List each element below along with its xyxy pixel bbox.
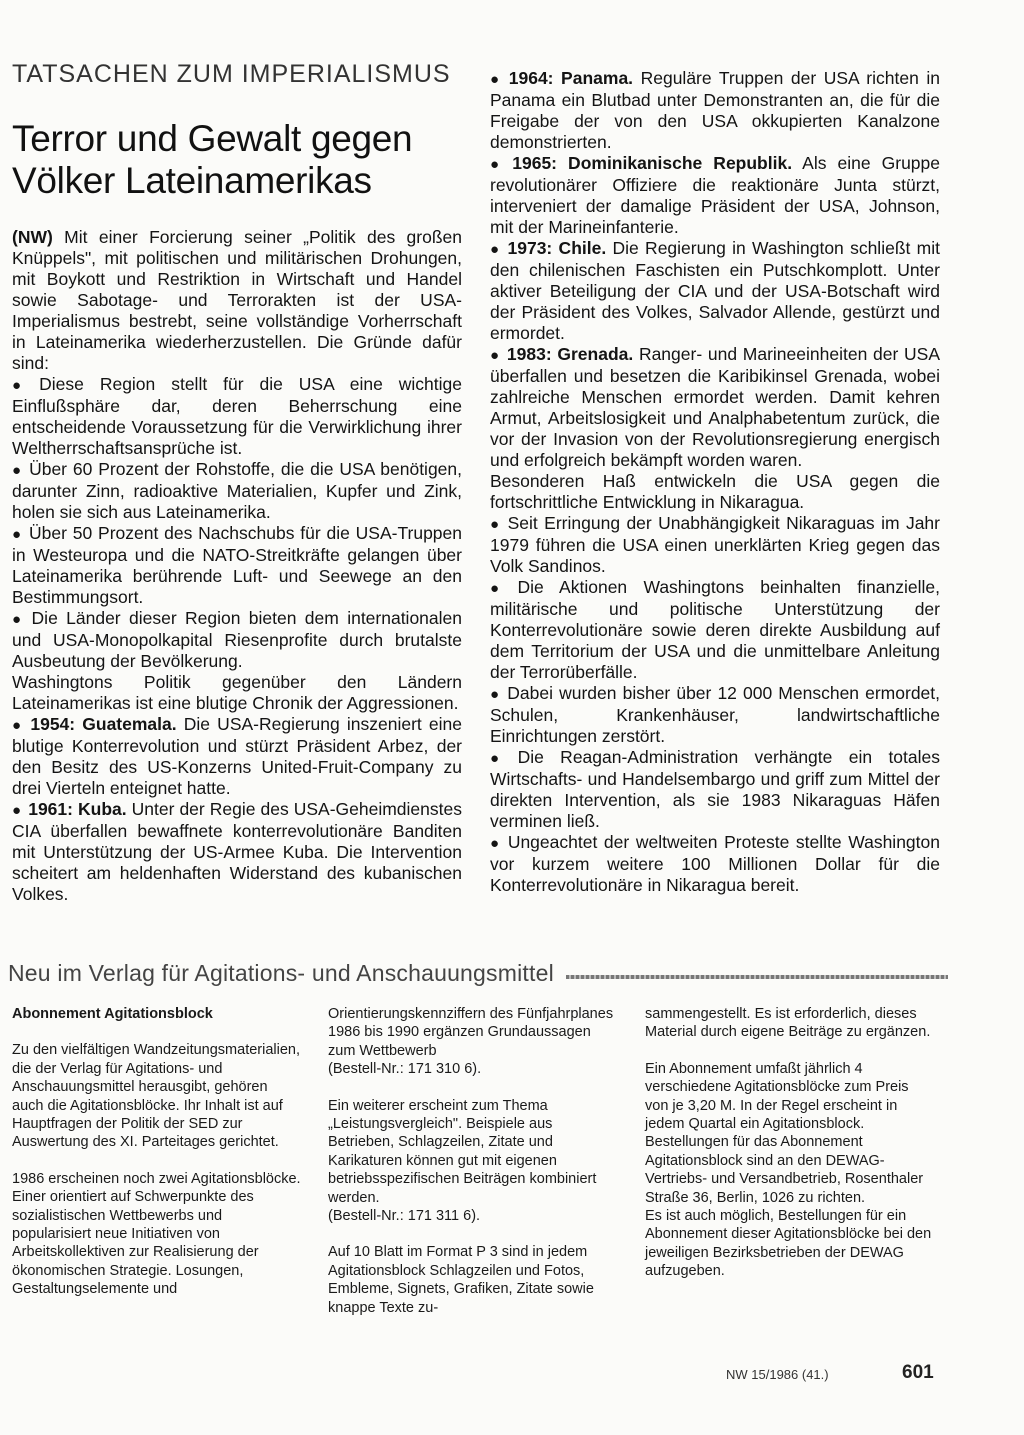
bullet-nachschub: ● Über 50 Prozent des Nachschubs für die USA-Truppen in Westeuropa und die NATO-Streitkräfte gelangen über Lateinamerika berührende Luft- und Seewege an den Bestimmungsort. [12, 523, 462, 608]
bullet-profite: ● Die Länder dieser Region bieten dem internationalen und USA-Monopolkapital Riesenprofite durch brutalste Ausbeutung der Bevölkerung. [12, 608, 462, 672]
event-1983 [490, 344, 940, 471]
page-number: 601 [902, 1362, 934, 1383]
bullet-region: ● Diese Region stellt für die USA eine wichtige Einflußsphäre dar, deren Beherrschung eine entscheidende Voraussetzung für die Verwirklichung ihrer Weltherrschaftsansprüche ist. [12, 374, 462, 459]
event-1964-text: Reguläre Truppen der USA richten in Panama ein Blutbad unter Demonstranten an, die für die Freigabe der von den USA okkupierten Kanalzone demonstrierten. [490, 68, 940, 152]
event-1954-label: 1954: Guatemala. [30, 714, 177, 734]
nikaragua-paragraph: Besonderen Haß entwickeln die USA gegen die fortschrittliche Entwicklung in Nikaragua. [490, 471, 940, 512]
bullet-krieg: ● Seit Erringung der Unabhängigkeit Nikaraguas im Jahr 1979 führen die USA einen unerklärten Krieg gegen das Volk Sandinos. [490, 513, 940, 577]
intro-paragraph [12, 227, 462, 374]
chronik-paragraph: Washingtons Politik gegenüber den Ländern Lateinamerikas ist eine blutige Chronik der Aggressionen. [12, 672, 462, 713]
publisher-paragraph-3: Orientierungskennziffern des Fünfjahrplanes 1986 bis 1990 ergänzen Grundaussagen zum Wettbewerb [328, 1006, 614, 1059]
event-1964 [490, 68, 940, 153]
article-kicker: TATSACHEN ZUM IMPERIALISMUS [12, 60, 451, 88]
publisher-order-2: (Bestell-Nr.: 171 311 6). [328, 1208, 481, 1225]
footer-issue: NW 15/1986 (41.) [726, 1367, 829, 1382]
event-1961-label: 1961: Kuba. [28, 799, 127, 819]
publisher-paragraph-5: Auf 10 Blatt im Format P 3 sind in jedem Agitationsblock Schlagzeilen und Fotos, Embleme, Signets, Grafiken, Zitate sowie knappe Texte zu- [328, 1244, 594, 1316]
event-1954-text: Die USA-Regierung inszeniert eine blutige Konterrevolution und stürzt Präsident Arbez, der den Besitz des US-Konzerns United-Fruit-Company zu drei Vierteln enteignet hatte. [12, 714, 463, 798]
publisher-section-title: Neu im Verlag für Agitations- und Anschauungsmittel [8, 959, 554, 986]
publisher-column-1 [12, 1005, 302, 1317]
publisher-paragraph-7: Ein Abonnement umfaßt jährlich 4 verschiedene Agitationsblöcke zum Preis von je 3,20 M. In der Regel erscheint in jedem Quartal ein Agitationsblock. Bestellungen für das Abonnement Agitationsblock sind an den DEWAG-Vertriebs- und Versandbetrieb, Rosenthaler Straße 36, Berlin, 1026 zu richten. [645, 1060, 924, 1206]
intro-text: Mit einer Forcierung seiner „Politik des großen Knüppels", mit politischen und militärischen Drohungen, mit Boykott und Restriktion in Wirtschaft und Handel sowie Sabotage- und Terrorakten ist der USA-Imperialismus bestrebt, seine vollständige Vorherrschaft in Lateinamerika wiederherzustellen. Die Gründe dafür sind: [12, 227, 462, 373]
publisher-paragraph-4: Ein weiterer erscheint zum Thema „Leistungsvergleich". Beispiele aus Betrieben, Schlagzeilen, Zitate und Karikaturen können gut mit eigenen betriebsspezifischen Beiträgen kombiniert werden. [328, 1097, 597, 1206]
article-column-1 [12, 227, 462, 905]
bullet-dollar: ● Ungeachtet der weltweiten Proteste stellte Washington vor kurzem weitere 100 Millionen Dollar für die Konterrevolutionäre in Nikaragua bereit. [490, 832, 940, 896]
event-1954 [12, 714, 462, 799]
bullet-rohstoffe: ● Über 60 Prozent der Rohstoffe, die die USA benötigen, darunter Zinn, radioaktive Materialien, Kupfer und Zink, holen sie sich aus Lateinamerika. [12, 459, 462, 523]
article-headline [12, 118, 462, 202]
event-1973 [490, 238, 940, 344]
event-1961-text: Unter der Regie des USA-Geheimdienstes CIA überfallen bewaffnete konterrevolutionäre Banditen mit Unterstützung der US-Armee Kuba. Die Intervention scheitert am heldenhaften Widerstand des kubanischen Volkes. [12, 799, 462, 904]
event-1973-text: Die Regierung in Washington schließt mit den chilenischen Faschisten ein Putschkomplott. Unter aktiver Beteiligung der CIA und der USA-Botschaft wird der Präsident des Volkes, Salvador Allende, gestürzt und ermordet. [490, 238, 940, 343]
event-1973-label: 1973: Chile. [507, 238, 607, 258]
headline-line-2: Völker Lateinamerikas [12, 160, 372, 201]
publisher-subhead: Abonnement Agitationsblock [12, 1006, 213, 1022]
event-1965-text: Als eine Gruppe revolutionärer Offiziere die reaktionäre Junta stürzt, interveniert der damalige Präsident der USA, Johnson, mit der Marineinfanterie. [490, 153, 940, 237]
publisher-column-3 [645, 1005, 935, 1299]
section-rule [566, 975, 948, 979]
event-1983-label: 1983: Grenada. [506, 344, 634, 364]
event-1965-label: 1965: Dominikanische Republik. [512, 153, 793, 173]
publisher-order-1: (Bestell-Nr.: 171 310 6). [328, 1061, 482, 1078]
event-1961 [12, 799, 462, 905]
publisher-column-2 [328, 1005, 618, 1335]
bullet-opfer: ● Dabei wurden bisher über 12 000 Menschen ermordet, Schulen, Krankenhäuser, landwirtschaftliche Einrichtungen zerstört. [490, 683, 940, 747]
publisher-section-header [8, 958, 948, 988]
bullet-aktionen: ● Die Aktionen Washingtons beinhalten finanzielle, militärische und politische Unterstützung der Konterrevolutionäre sowie deren direkte Ausbildung auf dem Territorium der USA und die unmittelbare Anleitung der Terrorüberfälle. [490, 577, 940, 683]
event-1983-text: Ranger- und Marineeinheiten der USA überfallen und besetzen die Karibikinsel Grenada, wobei zahlreiche Menschen ermordet werden. Damit kehren Armut, Arbeitslosigkeit und Analphabetentum zurück, die vor der Invasion von der Revolutionsregierung energisch und erfolgreich bekämpft worden waren. [490, 344, 940, 470]
publisher-paragraph-2: 1986 erscheinen noch zwei Agitationsblöcke. Einer orientiert auf Schwerpunkte des sozialistischen Wettbewerbs und popularisiert neue Initiativen von Arbeitskollektiven zur Realisierung der ökonomischen Strategie. Losungen, Gestaltungselemente und [12, 1170, 301, 1298]
event-1965 [490, 153, 940, 238]
publisher-paragraph-1: Zu den vielfältigen Wandzeitungsmaterialien, die der Verlag für Agitations- und Anschauungsmittel herausgibt, gehören auch die Agitationsblöcke. Ihr Inhalt ist auf Hauptfragen der Politik der SED zur Auswertung des XI. Parteitages gerichtet. [12, 1042, 301, 1151]
publisher-paragraph-8: Es ist auch möglich, Bestellungen für ein Abonnement dieser Agitationsblöcke bei den jeweiligen Bezirksbetrieben der DEWAG aufzugeben. [645, 1208, 932, 1280]
event-1964-label: 1964: Panama. [508, 68, 634, 88]
intro-source: (NW) [12, 227, 53, 247]
article-column-2 [490, 68, 940, 896]
headline-line-1: Terror und Gewalt gegen [12, 118, 413, 159]
publisher-paragraph-6: sammengestellt. Es ist erforderlich, dieses Material durch eigene Beiträge zu ergänzen. [645, 1006, 931, 1041]
bullet-embargo: ● Die Reagan-Administration verhängte ein totales Wirtschafts- und Handelsembargo und griff zum Mittel der direkten Intervention, als sie 1983 Nikaraguas Häfen verminen ließ. [490, 747, 940, 832]
